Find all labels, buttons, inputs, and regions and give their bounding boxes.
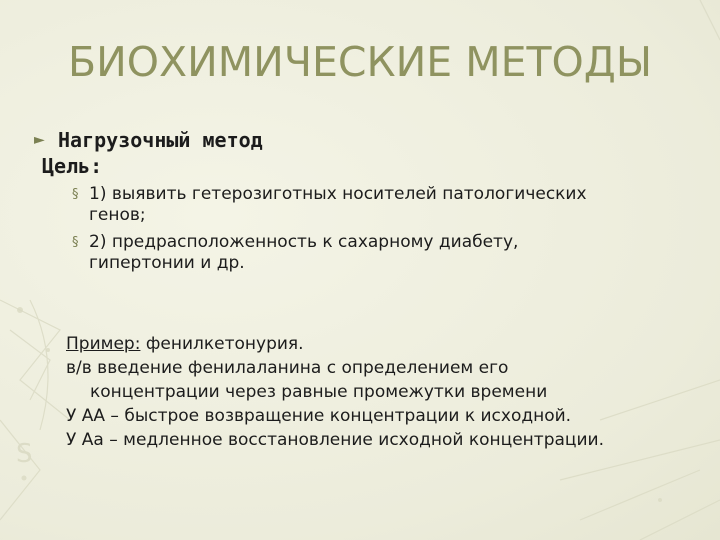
list-item <box>72 184 692 226</box>
goal-label: Цель: <box>42 154 103 178</box>
list-item-text: 2) предрасположенность к сахарному диабету, <box>89 232 519 252</box>
example-value: фенилкетонурия. <box>140 334 304 354</box>
example-line: У Аа – медленное восстановление исходной концентрации. <box>66 430 604 450</box>
method-label: Нагрузочный метод <box>58 128 263 152</box>
example-label: Пример: <box>66 334 141 354</box>
list-item-text: генов; <box>89 205 146 225</box>
example-line: У АА – быстрое возвращение концентрации к исходной. <box>66 406 572 426</box>
goal-list <box>72 184 692 280</box>
slide-title: БИОХИМИЧЕСКИЕ МЕТОДЫ <box>67 38 653 86</box>
example-block <box>66 332 706 452</box>
example-line <box>66 332 706 356</box>
list-item-text: гипертонии и др. <box>89 253 245 273</box>
list-item <box>72 232 692 274</box>
square-bullet-icon: § <box>72 187 79 202</box>
example-line: концентрации через равные промежутки времени <box>90 382 548 402</box>
example-line: в/в введение фенилаланина с определением его <box>66 358 509 378</box>
arrow-bullet-icon: ► <box>34 132 45 148</box>
list-item-text: 1) выявить гетерозиготных носителей патологических <box>89 184 587 204</box>
svg-text:S: S <box>16 439 33 469</box>
square-bullet-icon: § <box>72 235 79 250</box>
